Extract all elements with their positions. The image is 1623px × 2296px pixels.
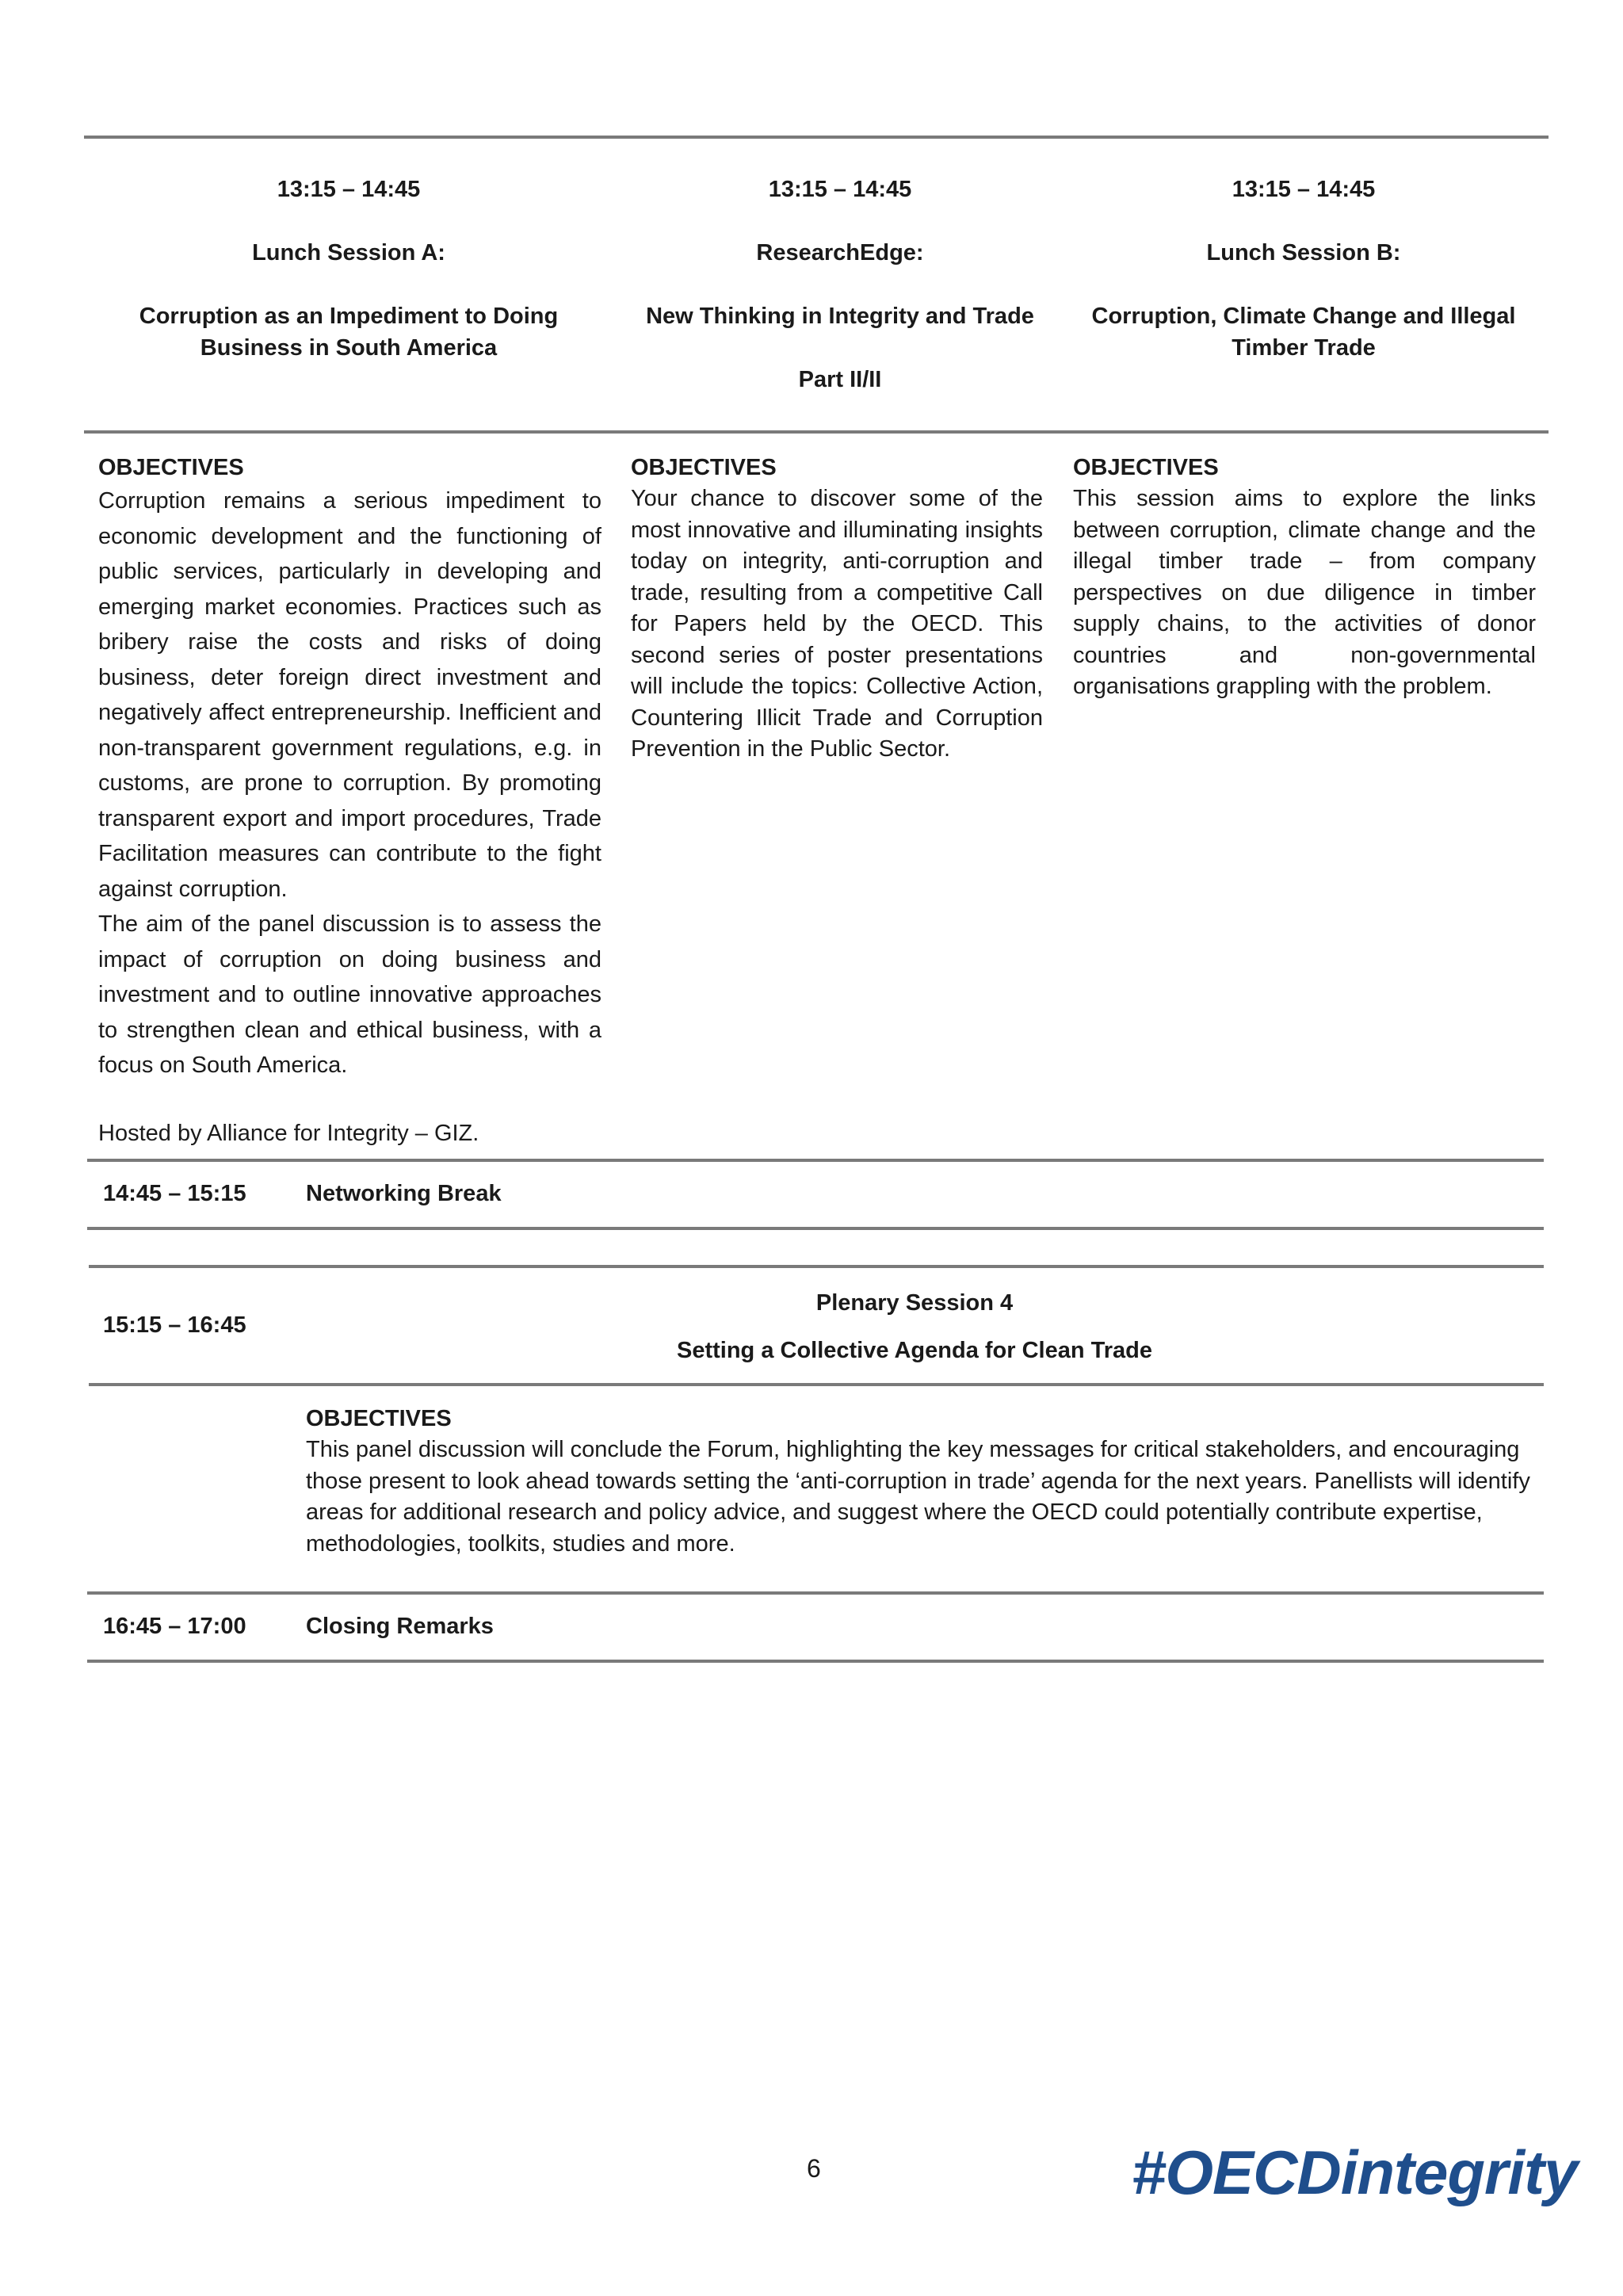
session-research-objectives-label: OBJECTIVES: [631, 455, 777, 480]
session-research-objectives: [631, 453, 1043, 766]
plenary-objectives: [306, 1404, 1536, 1560]
header-divider: [84, 430, 1549, 434]
closing-label: Closing Remarks: [306, 1614, 494, 1639]
session-b-time: 13:15 – 14:45: [1232, 177, 1376, 202]
closing-time: 16:45 – 17:00: [103, 1614, 246, 1639]
oecd-integrity-hashtag: #OECDintegrity: [1132, 2137, 1578, 2207]
closing-bottom-rule: [87, 1660, 1544, 1663]
session-research-paragraph1: Your chance to discover some of the most innovative and illuminating insights today on integrity, anti-corruption and trade, resulting from a competitive Call for Papers held by the OECD. This second series of poster presentations will include the topics: Collective Action, Countering Illicit Trade and Corruption Prevention in the Public Sector.: [631, 486, 1043, 762]
networking-bottom-rule: [87, 1227, 1544, 1230]
plenary-objectives-label: OBJECTIVES: [306, 1406, 452, 1431]
session-b-title-line2: Timber Trade: [1232, 335, 1376, 361]
plenary-time: 15:15 – 16:45: [103, 1312, 246, 1338]
networking-top-rule: [87, 1159, 1544, 1162]
networking-label: Networking Break: [306, 1181, 502, 1206]
session-a-time: 13:15 – 14:45: [277, 177, 421, 202]
session-research-time: 13:15 – 14:45: [768, 177, 912, 202]
session-a-title-line2: Business in South America: [200, 335, 498, 361]
session-research-header: [618, 174, 1062, 395]
session-b-objectives-label: OBJECTIVES: [1073, 455, 1219, 480]
session-a-paragraph2: The aim of the panel discussion is to assess the impact of corruption on doing business and investment and to outline innovative approaches to strengthen clean and ethical business, with a focus on South America.: [98, 911, 601, 1078]
session-b-objectives: [1073, 453, 1536, 703]
session-research-part: Part II/II: [798, 367, 882, 392]
networking-time: 14:45 – 15:15: [103, 1181, 246, 1206]
session-a-header: [103, 174, 594, 364]
top-rule: [84, 136, 1549, 139]
session-a-type: Lunch Session A:: [252, 240, 445, 266]
plenary-session-label: Plenary Session 4: [815, 1290, 1014, 1316]
closing-top-rule: [87, 1591, 1544, 1595]
session-b-header: [1062, 174, 1545, 364]
session-a-hosted-by: Hosted by Alliance for Integrity – GIZ.: [98, 1120, 479, 1146]
session-a-objectives: [98, 453, 601, 1149]
plenary-header-rule: [89, 1383, 1544, 1386]
page-number: 6: [807, 2154, 821, 2183]
session-a-paragraph1: Corruption remains a serious impediment to economic development and the functioning of public services, particularly in developing and emerging market economies. Practices such as bribery raise the costs and risks of doing business, deter foreign direct investment and negatively affect entrepreneurship. Inefficient and non-transparent government regulations, e.g. in customs, are prone to corruption. By promoting transparent export and import procedures, Trade Facilitation measures can contribute to the fight against corruption.: [98, 488, 601, 902]
plenary-header: [285, 1287, 1544, 1366]
session-research-type: ResearchEdge:: [756, 240, 924, 266]
session-a-objectives-label: OBJECTIVES: [98, 455, 244, 480]
session-research-title: New Thinking in Integrity and Trade: [646, 304, 1034, 329]
plenary-top-rule: [89, 1265, 1544, 1268]
session-b-type: Lunch Session B:: [1206, 240, 1401, 266]
plenary-title: Setting a Collective Agenda for Clean Trade: [676, 1338, 1152, 1363]
session-a-title-line1: Corruption as an Impediment to Doing: [139, 304, 559, 329]
session-b-paragraph1: This session aims to explore the links between corruption, climate change and the illegal timber trade – from company perspectives on due diligence in timber supply chains, to the activities of donor countries and non-governmental organisations grappling with the problem.: [1073, 486, 1536, 699]
plenary-text: This panel discussion will conclude the Forum, highlighting the key messages for critical stakeholders, and encouraging those present to look ahead towards setting the ‘anti-corruption in trade’ agenda for the next years. Panellists will identify areas for additional research and policy advice, and suggest where the OECD could potentially contribute expertise, methodologies, toolkits, studies and more.: [306, 1437, 1530, 1557]
session-b-title-line1: Corruption, Climate Change and Illegal: [1091, 304, 1516, 329]
